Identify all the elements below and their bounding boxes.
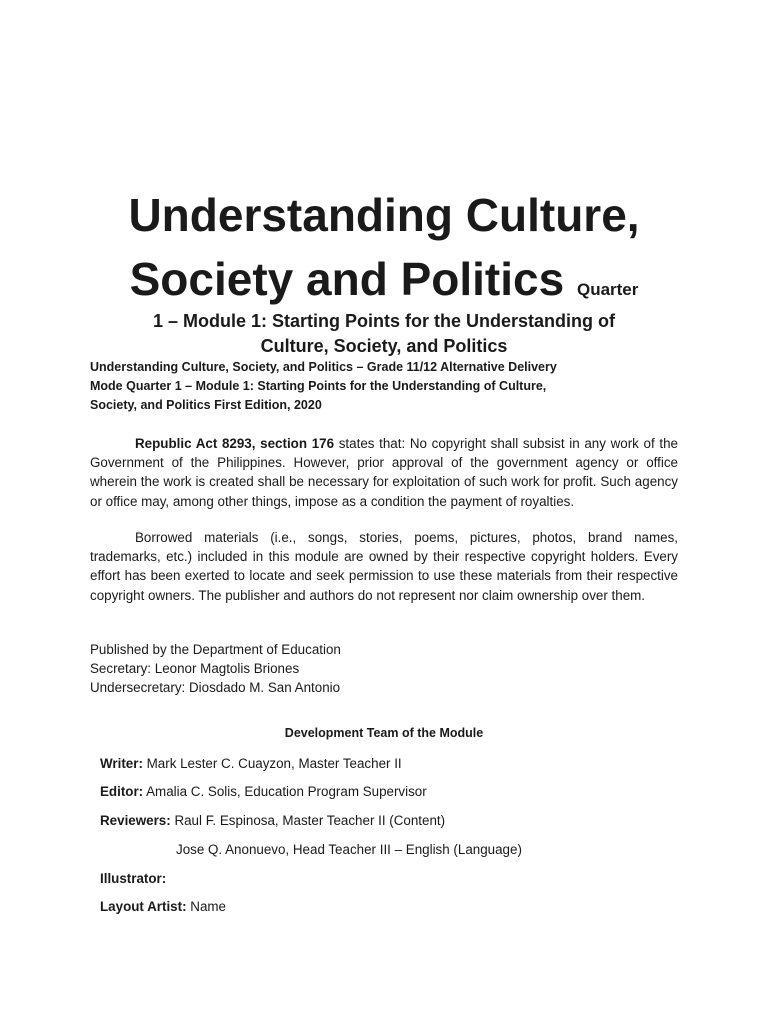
copyright-text: states that: No copyright shall subsist in any work of the Government of the Philippines. However, prior approval of the government agency or office wherein the work is created shall be necessary for exploitation of such work for profit. Such agency or office may, among other things, impose as a condition the payment of royalties. [90, 436, 678, 509]
borrowed-materials-paragraph: Borrowed materials (i.e., songs, stories, poems, pictures, photos, brand names, trademarks, etc.) included in this module are owned by their respective copyright holders. Every effort has been exerted to locate and seek permission to use these materials from their respective copyright owners. The publisher and authors do not represent nor claim ownership over them. [90, 530, 678, 603]
title-quarter: Quarter [576, 280, 639, 299]
layout-value: Name [186, 899, 226, 914]
writer-value: Mark Lester C. Cuayzon, Master Teacher II [142, 756, 402, 771]
copyright-lead: Republic Act 8293, section 176 [135, 436, 335, 451]
team-reviewers [100, 813, 445, 828]
team-layout-artist [100, 899, 226, 914]
edition-line: Society, and Politics First Edition, 2020 [90, 398, 322, 412]
published-by: Published by the Department of Education [90, 642, 341, 657]
publisher-block [90, 640, 341, 697]
reviewers-value: Raul F. Espinosa, Master Teacher II (Content) [170, 813, 446, 828]
team-writer [100, 756, 402, 771]
reviewers-label: Reviewers: [100, 813, 171, 828]
writer-label: Writer: [100, 756, 143, 771]
editor-value: Amalia C. Solis, Education Program Supervisor [143, 784, 427, 799]
undersecretary: Undersecretary: Diosdado M. San Antonio [90, 680, 341, 695]
title-line-2-text: Society and Politics [129, 253, 565, 305]
team-reviewer-2: Jose Q. Anonuevo, Head Teacher III – English (Language) [176, 842, 522, 857]
layout-label: Layout Artist: [100, 899, 187, 914]
subtitle-line-1: 1 – Module 1: Starting Points for the Understanding of [152, 311, 615, 331]
team-heading: Development Team of the Module [284, 726, 484, 740]
editor-label: Editor: [100, 784, 144, 799]
team-editor [100, 784, 427, 799]
copyright-paragraph [90, 434, 678, 511]
illustrator-label: Illustrator: [100, 871, 167, 886]
edition-line: Understanding Culture, Society, and Politics – Grade 11/12 Alternative Delivery [90, 360, 557, 374]
title-line-1: Understanding Culture, [128, 189, 640, 241]
team-illustrator [100, 871, 166, 886]
edition-line: Mode Quarter 1 – Module 1: Starting Points for the Understanding of Culture, [90, 379, 547, 393]
subtitle-line-2: Culture, Society, and Politics [260, 336, 508, 356]
edition-statement [90, 358, 650, 415]
secretary: Secretary: Leonor Magtolis Briones [90, 661, 300, 676]
